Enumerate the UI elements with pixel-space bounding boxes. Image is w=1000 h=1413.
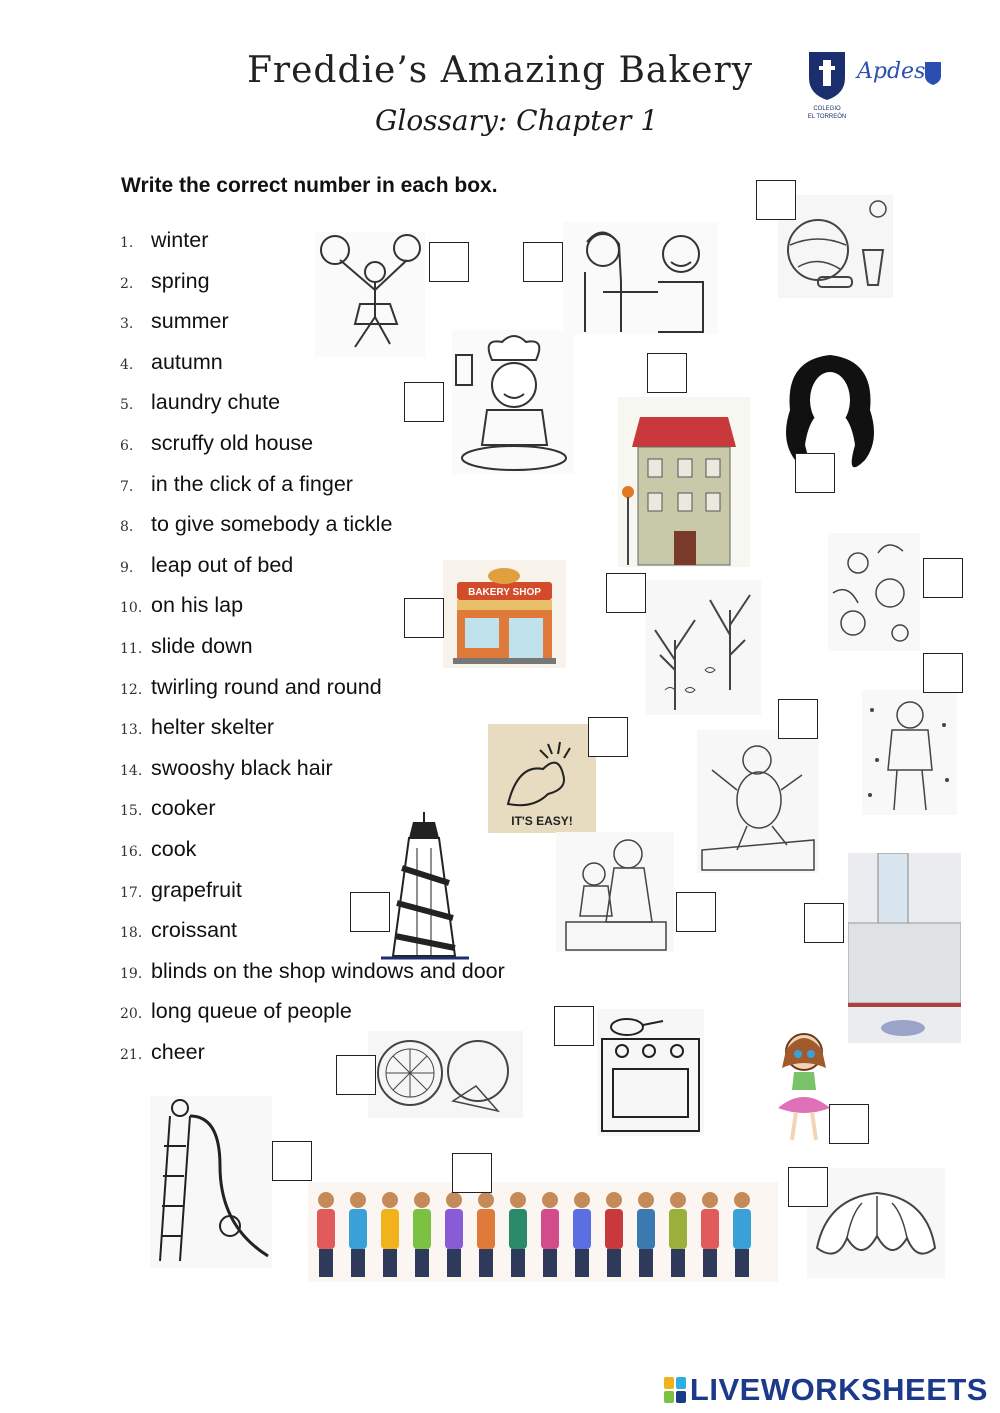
slide-down-picture <box>150 1096 272 1268</box>
list-item: 6. scruffy old house <box>120 430 314 455</box>
svg-text:Apdes: Apdes <box>857 59 926 84</box>
winter-person-picture <box>862 690 957 815</box>
answer-box[interactable] <box>804 903 844 943</box>
liveworksheets-brand: LIVEWORKSHEETS <box>689 1372 988 1407</box>
answer-box[interactable] <box>788 1167 828 1207</box>
svg-text:COLEGIO: COLEGIO <box>813 106 841 112</box>
bakery-shop-picture <box>443 560 566 668</box>
list-item: 14. swooshy black hair <box>120 755 333 780</box>
list-item: 4. autumn <box>120 349 223 374</box>
answer-box[interactable] <box>829 1104 869 1144</box>
liveworksheets-logo <box>664 1372 988 1408</box>
answer-box[interactable] <box>404 382 444 422</box>
list-item: 3. summer <box>120 309 229 334</box>
list-item: 2. spring <box>120 268 210 293</box>
list-item: 1. winter <box>120 228 209 252</box>
answer-box[interactable] <box>336 1055 376 1095</box>
queue-of-people-picture <box>308 1182 778 1282</box>
list-item: 7. in the click of a finger <box>120 471 353 496</box>
leap-out-of-bed-picture <box>697 730 819 873</box>
answer-box[interactable] <box>523 242 563 282</box>
answer-box[interactable] <box>404 598 444 638</box>
answer-box[interactable] <box>350 892 390 932</box>
answer-box[interactable] <box>429 242 469 282</box>
answer-box[interactable] <box>778 699 818 739</box>
answer-box[interactable] <box>923 653 963 693</box>
answer-box[interactable] <box>588 717 628 757</box>
list-item: 5. laundry chute <box>120 390 281 415</box>
click-finger-picture <box>488 724 596 833</box>
on-his-lap-picture <box>556 832 674 952</box>
liveworksheets-icon <box>664 1377 686 1403</box>
answer-box[interactable] <box>554 1006 594 1046</box>
list-item: 9. leap out of bed <box>120 552 294 577</box>
list-item: 20. long queue of people <box>120 999 352 1024</box>
laundry-chute-picture <box>848 853 961 1043</box>
list-item: 16. cook <box>120 836 197 861</box>
answer-box[interactable] <box>606 573 646 613</box>
answer-box[interactable] <box>647 353 687 393</box>
tickle-picture <box>563 222 718 334</box>
helter-skelter-picture <box>377 808 471 960</box>
worksheet-title: Freddie’s Amazing Bakery <box>246 50 754 91</box>
svg-text:EL TORREÓN: EL TORREÓN <box>807 114 847 120</box>
list-item: 17. grapefruit <box>120 877 242 902</box>
answer-box[interactable] <box>452 1153 492 1193</box>
answer-box[interactable] <box>795 453 835 493</box>
list-item: 11. slide down <box>120 633 253 658</box>
cook-picture <box>452 330 574 474</box>
school-logo <box>805 48 945 128</box>
worksheet-subtitle: Glossary: Chapter 1 <box>375 104 659 137</box>
list-item: 12. twirling round and round <box>120 674 382 699</box>
answer-box[interactable] <box>676 892 716 932</box>
list-item: 13. helter skelter <box>120 715 275 740</box>
grapefruit-picture <box>368 1031 523 1118</box>
list-item: 15. cooker <box>120 796 216 821</box>
list-item: 21. cheer <box>120 1039 205 1064</box>
svg-text:BAKERY SHOP: BAKERY SHOP <box>468 587 541 598</box>
scruffy-old-house-picture <box>618 397 750 567</box>
autumn-trees-picture <box>645 580 761 715</box>
answer-box[interactable] <box>923 558 963 598</box>
cooker-picture <box>597 1009 704 1136</box>
spring-flowers-picture <box>828 533 920 651</box>
list-item: 19. blinds on the shop windows and door <box>120 958 505 983</box>
list-item: 18. croissant <box>120 918 238 943</box>
answer-box[interactable] <box>756 180 796 220</box>
list-item: 8. to give somebody a tickle <box>120 512 393 537</box>
answer-box[interactable] <box>272 1141 312 1181</box>
instruction-text: Write the correct number in each box. <box>121 174 498 197</box>
list-item: 10. on his lap <box>120 593 244 618</box>
svg-text:IT'S EASY!: IT'S EASY! <box>511 814 573 828</box>
cheerleader-picture <box>315 232 425 357</box>
